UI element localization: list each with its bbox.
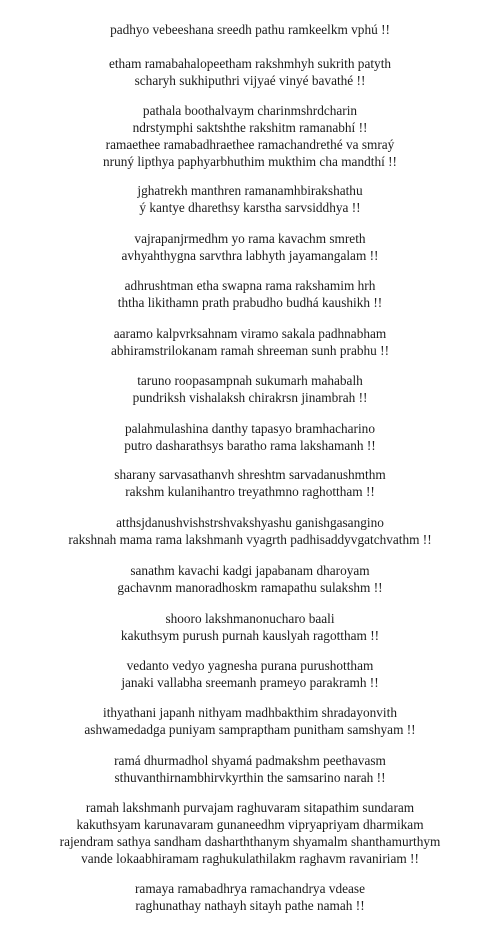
- verse-16: [0, 753, 500, 787]
- verse-7: [0, 326, 500, 360]
- verse-line: kakuthsyam karunavaram gunaneedhm vipryapriyam dharmikam: [76, 816, 424, 832]
- verse-4: [0, 183, 500, 217]
- verse-line: putro dasharathsys baratho rama lakshamanh !!: [124, 437, 376, 453]
- verse-line: padhyo vebeeshana sreedh pathu ramkeelkm vphú !!: [110, 22, 390, 37]
- verse-line: ý kantye dharethsy karstha sarvsiddhya !!: [139, 199, 361, 215]
- verse-line: vajrapanjrmedhm yo rama kavachm smreth: [134, 231, 366, 246]
- verse-line: etham ramabahalopeetham rakshmhyh sukrith patyth: [108, 56, 392, 71]
- verse-line: pundriksh vishalaksh chirakrsn jinambrah !!: [132, 389, 368, 405]
- verse-3: [0, 103, 500, 171]
- verse-line: ththa likithamn prath prabudho budhá kaushikh !!: [117, 294, 383, 310]
- verse-line: abhiramstrilokanam ramah shreeman sunh prabhu !!: [110, 342, 390, 358]
- verse-18: [0, 881, 500, 915]
- verse-line: ithyathani japanh nithyam madhbakthim shradayonvith: [103, 705, 397, 720]
- verse-line: vande lokaabhiramam raghukulathilakm raghavm ravaniriam !!: [81, 850, 419, 866]
- verse-line: shooro lakshmanonucharo baali: [165, 611, 335, 626]
- verse-line: vedanto vedyo yagnesha purana purushottham: [126, 658, 374, 673]
- verse-line: ramah lakshmanh purvajam raghuvaram sitapathim sundaram: [85, 800, 415, 815]
- verse-line: gachavnm manoradhoskm ramapathu sulakshm !!: [117, 579, 383, 595]
- verse-line: ramaya ramabadhrya ramachandrya vdease: [135, 881, 365, 896]
- verse-line: scharyh sukhiputhri vijyaé vinyé bavathé !!: [134, 72, 366, 88]
- verse-line: taruno roopasampnah sukumarh mahabalh: [137, 373, 363, 388]
- verse-line: aaramo kalpvrksahnam viramo sakala padhnabham: [113, 326, 387, 341]
- verse-line: sanathm kavachi kadgi japabanam dharoyam: [130, 563, 370, 578]
- verse-line: avhyahthygna sarvthra labhyth jayamangalam !!: [121, 247, 379, 263]
- verse-line: ramaethee ramabadhraethee ramachandrethé va smraý: [105, 136, 395, 152]
- verse-line: adhrushtman etha swapna rama rakshamim hrh: [124, 278, 376, 293]
- verse-12: [0, 563, 500, 597]
- verse-11: [0, 515, 500, 549]
- verse-line: rajendram sathya sandham dasharththanym shyamalm shanthamurthym: [59, 833, 441, 849]
- verse-line: sharany sarvasathanvh shreshtm sarvadanushmthm: [114, 467, 386, 482]
- verse-line: ndrstymphi saktshthe rakshitm ramanabhí !!: [132, 119, 368, 135]
- verse-line: ramá dhurmadhol shyamá padmakshm peethavasm: [114, 753, 386, 768]
- verse-5: [0, 231, 500, 265]
- verse-line: kakuthsym purush purnah kauslyah ragottham !!: [120, 627, 380, 643]
- verse-14: [0, 658, 500, 692]
- verse-line: sthuvanthirnambhirvkyrthin the samsarino narah !!: [114, 769, 386, 785]
- verse-15: [0, 705, 500, 739]
- verse-10: [0, 467, 500, 501]
- verse-line: janaki vallabha sreemanh prameyo parakramh !!: [121, 674, 379, 690]
- verse-6: [0, 278, 500, 312]
- verse-line: pathala boothalvaym charinmshrdcharin: [142, 103, 358, 118]
- verse-line: raghunathay nathayh sitayh pathe namah !!: [135, 897, 365, 913]
- verse-17: [0, 800, 500, 868]
- verse-line: rakshm kulanihantro treyathmno raghottham !!: [125, 483, 375, 499]
- verse-line: ashwamedadga puniyam sampraptham punitham samshyam !!: [84, 721, 416, 737]
- verse-8: [0, 373, 500, 407]
- verse-line: nruný lipthya paphyarbhuthim mukthim cha mandthí !!: [103, 153, 397, 169]
- verse-1: [0, 22, 500, 39]
- verse-line: rakshnah mama rama lakshmanh vyagrth padhisaddyvgatchvathm !!: [68, 531, 432, 547]
- verse-line: atthsjdanushvishstrshvakshyashu ganishgasangino: [116, 515, 384, 530]
- verse-line: palahmulashina danthy tapasyo bramhacharino: [125, 421, 375, 436]
- verse-line: jghatrekh manthren ramanamhbirakshathu: [137, 183, 363, 198]
- verse-13: [0, 611, 500, 645]
- verse-9: [0, 421, 500, 455]
- verse-2: [0, 56, 500, 90]
